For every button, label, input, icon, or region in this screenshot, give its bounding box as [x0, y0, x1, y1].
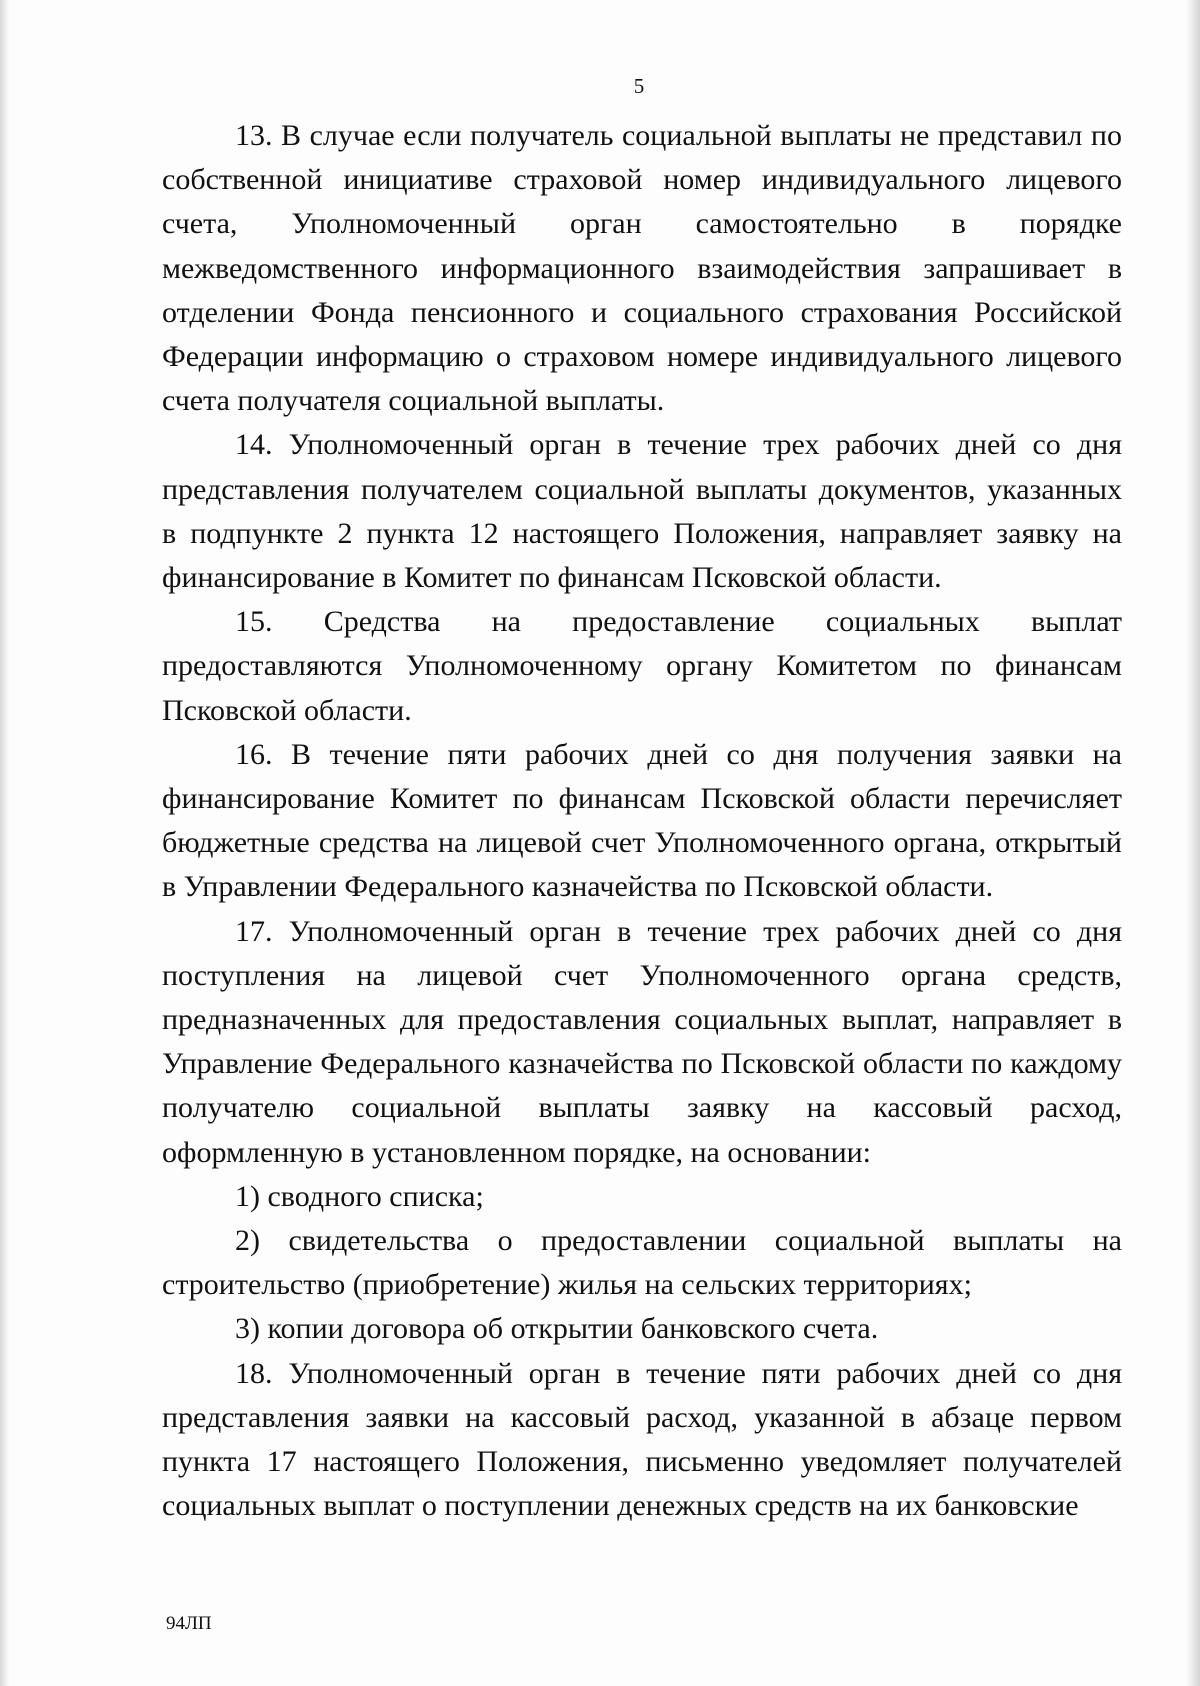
scan-edge-right: [1186, 0, 1200, 1686]
page-number: 5: [633, 74, 645, 98]
paragraph-18: 18. Уполномоченный орган в течение пяти рабочих дней со дня представления заявки на кассовый расход, указанной в абзаце первом пункта 17 настоящего Положения, письменно уведомляет получателей социальных выплат о поступлении денежных средств на их банковские: [162, 1356, 1122, 1523]
document-body: [162, 114, 1122, 1529]
list-item-2: 2) свидетельства о предоставлении социальной выплаты на строительство (приобретение) жилья на сельских территориях;: [162, 1224, 1122, 1302]
footer-code: 94ЛП: [166, 1613, 212, 1634]
list-item-1: 1) сводного списка;: [235, 1179, 484, 1213]
paragraph-13: 13. В случае если получатель социальной выплаты не представил по собственной инициативе страховой номер индивидуального лицевого счета, Уполномоченный орган самостоятельно в порядке межведомственного информационного взаимодействия запрашивает в отделении Фонда пенсионного и социального страхования Российской Федерации информацию о страховом номере индивидуального лицевого счета получателя социальной выплаты.: [162, 119, 1122, 418]
paragraph-15: 15. Средства на предоставление социальных выплат предоставляются Уполномоченному органу Комитетом по финансам Псковской области.: [162, 605, 1122, 727]
paragraph-17: 17. Уполномоченный орган в течение трех рабочих дней со дня поступления на лицевой счет Уполномоченного органа средств, предназначенных для предоставления социальных выплат, направляет в Управление Федерального казначейства по Псковской области по каждому получателю социальной выплаты заявку на кассовый расход, оформленную в установленном порядке, на основании:: [162, 914, 1122, 1169]
scan-edge-left: [0, 0, 10, 1686]
paragraph-16: 16. В течение пяти рабочих дней со дня получения заявки на финансирование Комитет по финансам Псковской области перечисляет бюджетные средства на лицевой счет Уполномоченного органа, открытый в Управлении Федерального казначейства по Псковской области.: [162, 737, 1122, 904]
paragraph-14: 14. Уполномоченный орган в течение трех рабочих дней со дня представления получателем социальной выплаты документов, указанных в подпункте 2 пункта 12 настоящего Положения, направляет заявку на финансирование в Комитет по финансам Псковской области.: [162, 428, 1122, 595]
list-item-3: 3) копии договора об открытии банковского счета.: [235, 1312, 879, 1346]
